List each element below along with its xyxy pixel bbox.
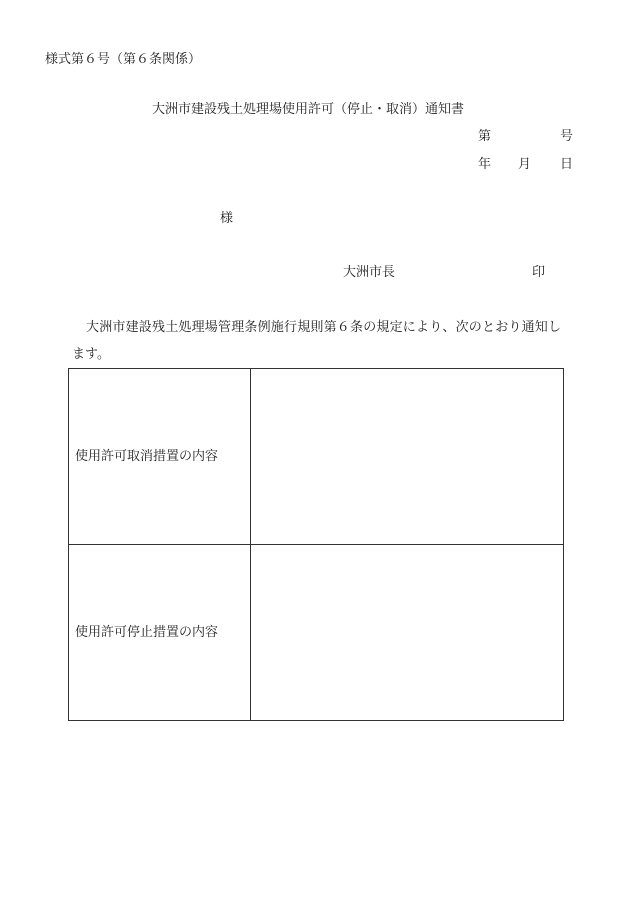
seal-mark: 印 (532, 265, 546, 280)
doc-number-suffix: 号 (560, 129, 574, 144)
table-row-value (251, 545, 564, 721)
doc-number-prefix: 第 (478, 129, 492, 144)
table-row-label: 使用許可停止措置の内容 (69, 545, 251, 721)
issuer-name: 大洲市長 (343, 265, 396, 280)
date-month-label: 月 (518, 157, 532, 172)
notice-details-table (68, 368, 564, 721)
table-row (69, 545, 564, 721)
document-title: 大洲市建設残土処理場使用許可（停止・取消）通知書 (152, 102, 465, 117)
date-year-label: 年 (478, 157, 492, 172)
body-text-line-1: 大洲市建設残土処理場管理条例施行規則第６条の規定により、次のとおり通知し (86, 320, 562, 335)
date-day-label: 日 (560, 157, 574, 172)
addressee-suffix: 様 (220, 211, 234, 226)
table-row (69, 369, 564, 545)
table-row-value (251, 369, 564, 545)
form-number: 様式第６号（第６条関係） (45, 52, 202, 67)
table-row-label: 使用許可取消措置の内容 (69, 369, 251, 545)
body-text-line-2: ます。 (72, 347, 110, 362)
